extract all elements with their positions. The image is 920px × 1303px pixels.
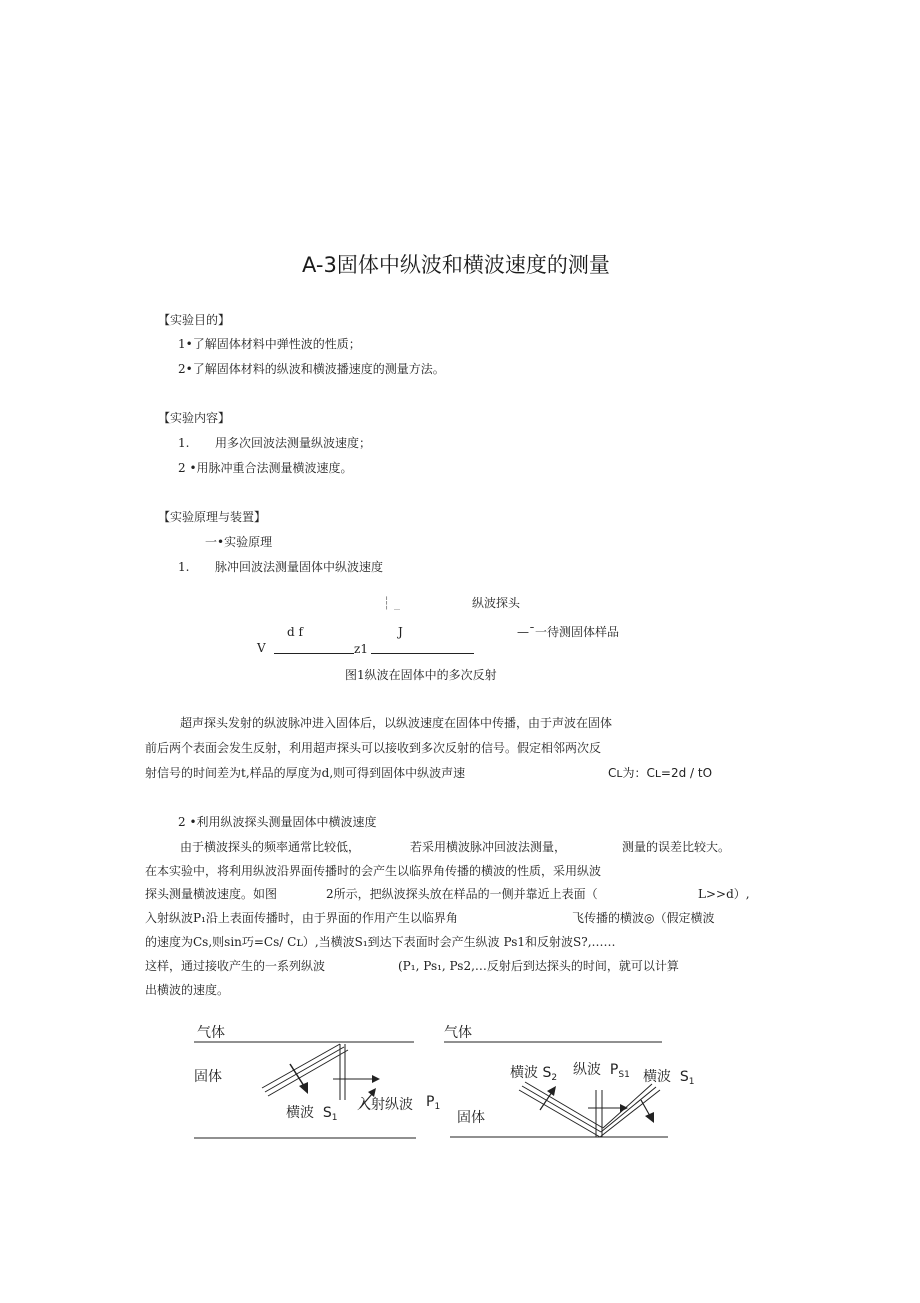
figure1-sample-label: —ˉ一待测固体样品 xyxy=(517,625,620,639)
para2-l3b: 2所示，把纵波探头放在样品的一侧并靠近上表面（ xyxy=(326,887,598,901)
fig2-right-long-label: 纵波 $P_{S1}$ xyxy=(573,1062,630,1080)
fig2-right-gas-label: 气体 xyxy=(444,1025,472,1041)
content-item-1-num: 1. xyxy=(178,436,190,450)
para2-l3a: 探头测量横波速度。如图 xyxy=(145,887,278,901)
figure1-line-right xyxy=(371,653,474,654)
right-v-left-2 xyxy=(522,1086,601,1132)
principle-sub: 一•实验原理 xyxy=(205,535,273,549)
para2-l1b: 若采用横波脉冲回波法测量， xyxy=(410,840,567,854)
right-v-right-2 xyxy=(601,1087,656,1132)
para2-l6a: 这样，通过接收产生的一系列纵波 xyxy=(145,959,326,973)
para2-l7: 出横波的速度。 xyxy=(145,983,230,997)
fig2-left-incident-label: 入射纵波 xyxy=(357,1097,413,1113)
fig2-right-shear1-label: 横波 $S_1$ xyxy=(643,1069,695,1087)
left-shear-arrowhead xyxy=(299,1082,308,1094)
right-s1-arrow xyxy=(641,1100,650,1116)
left-horizontal-arrowhead xyxy=(372,1075,380,1083)
para2-l1a: 由于横波探头的频率通常比较低， xyxy=(180,840,361,854)
principle-item-1-text: 脉冲回波法测量固体中纵波速度 xyxy=(215,560,384,574)
para2-l4b: 飞传播的横波◎（假定横波 xyxy=(572,911,715,925)
purpose-item-2: 2•了解固体材料的纵波和横波播速度的测量方法。 xyxy=(178,362,445,376)
right-s1-arrowhead xyxy=(645,1112,654,1123)
content-item-2: 2 •用脉冲重合法测量横波速度。 xyxy=(178,461,353,475)
figure1-probe-label: 纵波探头 xyxy=(472,596,521,610)
right-v-left-1 xyxy=(519,1090,600,1137)
para2-l6b: (P₁, Ps₁, Ps2,…反射后到达探头的时间，就可以计算 xyxy=(398,959,679,973)
para1-line1: 超声探头发射的纵波脉冲进入固体后，以纵波速度在固体中传播，由于声波在固体 xyxy=(180,716,613,730)
para2-l1c: 测量的误差比较大。 xyxy=(622,840,731,854)
right-v-left-3 xyxy=(525,1082,603,1128)
content-heading: 【实验内容】 xyxy=(158,411,231,425)
right-s2-arrowhead xyxy=(547,1086,556,1096)
fig2-left-shear-label: 横波 $S_1$ xyxy=(286,1105,338,1123)
principle-item-1-num: 1. xyxy=(178,560,190,574)
principle-heading: 【实验原理与装置】 xyxy=(158,510,267,524)
para1-formula: Cʟ为：Cʟ=2d / tO xyxy=(608,766,713,780)
para1-line3a: 射信号的时间差为t,样品的厚度为d,则可得到固体中纵波声速 xyxy=(145,766,466,780)
figure1-j: J xyxy=(398,625,403,639)
para2-l2: 在本实验中，将利用纵波沿界面传播时的会产生以临界角传播的横波的性质，采用纵波 xyxy=(145,864,602,878)
fig2-left-gas-label: 气体 xyxy=(197,1025,225,1041)
fig2-left-solid-label: 固体 xyxy=(194,1069,222,1085)
figure1-v: V xyxy=(257,641,266,655)
figure1-mark: ┆ _ xyxy=(383,596,401,610)
fig2-right-solid-label: 固体 xyxy=(457,1110,485,1126)
figure1-caption: 图1纵波在固体中的多次反射 xyxy=(345,668,497,682)
section2-heading: 2 •利用纵波探头测量固体中横波速度 xyxy=(178,815,377,829)
para2-l5: 的速度为Cs,则sin巧=Cs/ Cʟ）,当横波S₁到达下表面时会产生纵波 Ps1和反射波S?,…… xyxy=(145,935,616,949)
figure1-df: d f xyxy=(287,625,303,639)
para2-l3c: L>>d）, xyxy=(698,887,750,901)
page-title: A-3固体中纵波和横波速度的测量 xyxy=(302,253,610,277)
para1-line2: 前后两个表面会发生反射，利用超声探头可以接收到多次反射的信号。假定相邻两次反 xyxy=(145,741,602,755)
fig2-left-p1-label: $P_1$ xyxy=(426,1094,441,1112)
purpose-heading: 【实验目的】 xyxy=(158,313,231,327)
para2-l4a: 入射纵波P₁沿上表面传播时，由于界面的作用产生以临界角 xyxy=(145,911,458,925)
figure1-z1: z1 xyxy=(354,642,368,656)
purpose-item-1: 1•了解固体材料中弹性波的性质； xyxy=(178,337,361,351)
fig2-right-shear2-label: 横波 $S_2$ xyxy=(510,1065,558,1083)
content-item-1-text: 用多次回波法测量纵波速度； xyxy=(215,436,372,450)
figure1-line-left xyxy=(274,653,354,654)
